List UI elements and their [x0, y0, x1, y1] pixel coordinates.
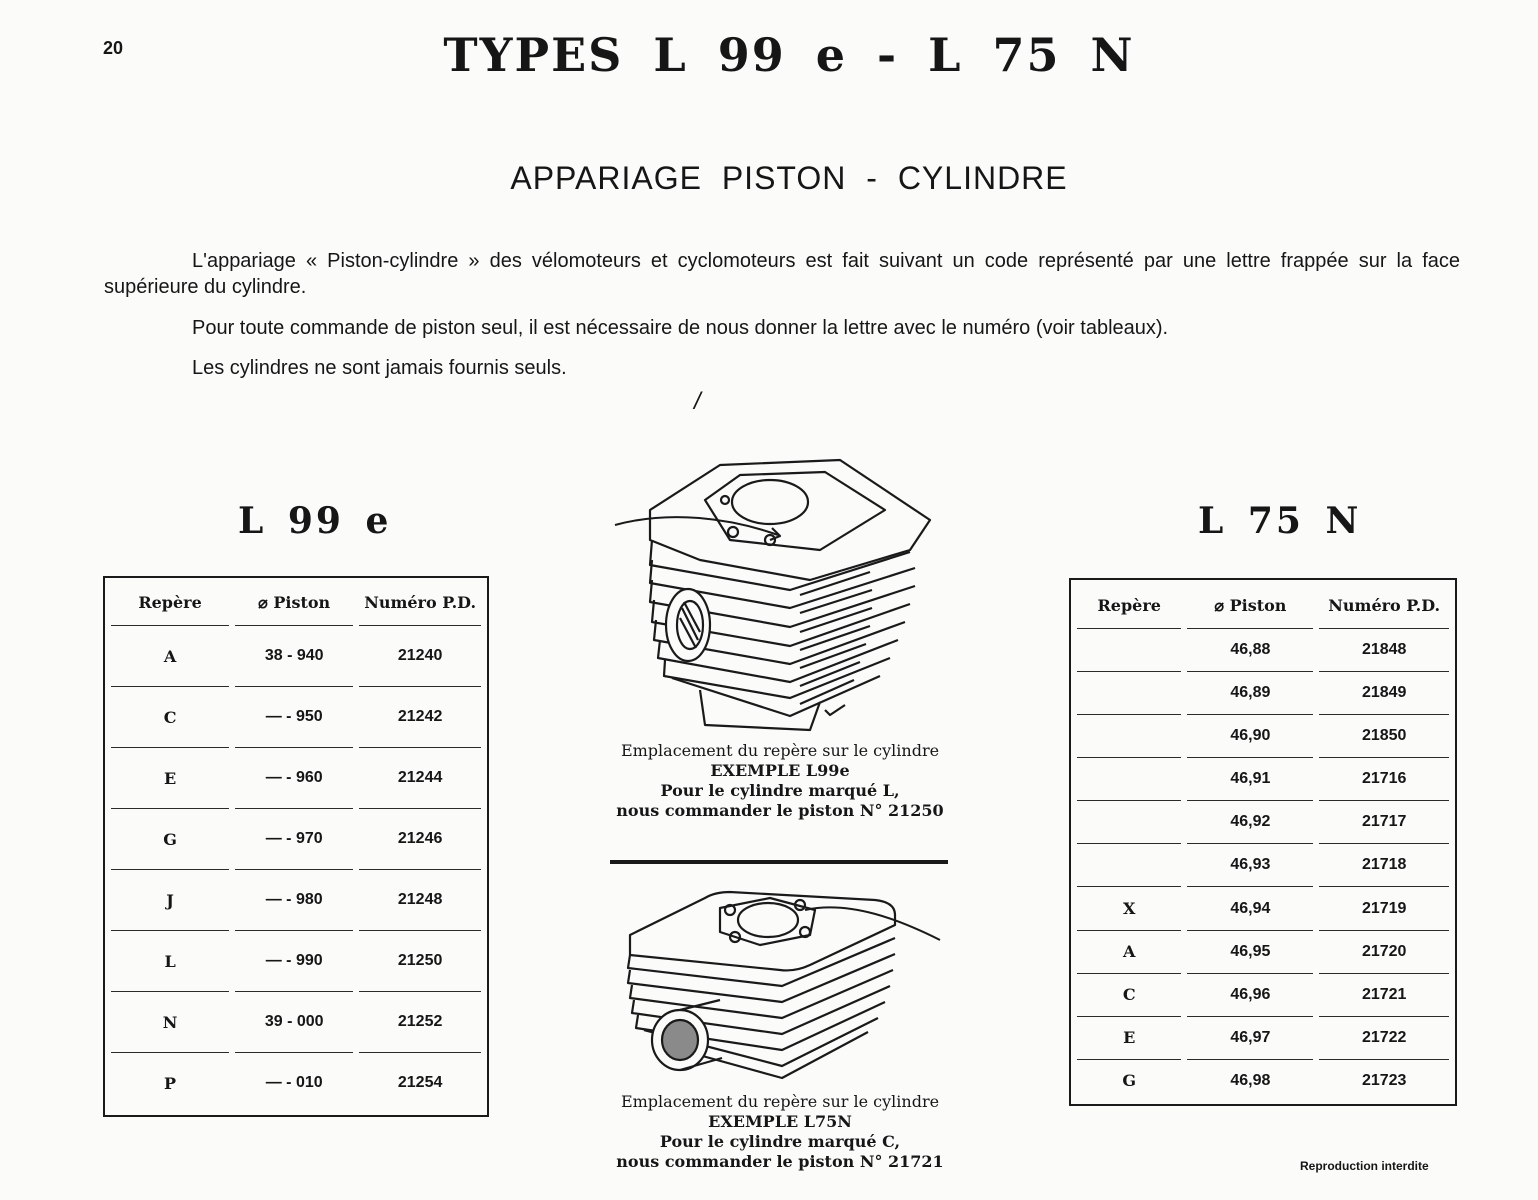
cell-numero: 21719	[1319, 887, 1449, 930]
cell-numero: 21850	[1319, 715, 1449, 758]
cell-repere	[1077, 715, 1181, 758]
cell-numero: 21248	[359, 870, 481, 931]
cell-numero: 21716	[1319, 758, 1449, 801]
cell-numero: 21252	[359, 992, 481, 1053]
cell-repere: A	[1077, 931, 1181, 974]
cell-repere: C	[1077, 974, 1181, 1017]
table-row	[111, 748, 481, 809]
cell-repere: J	[111, 870, 229, 931]
l99-caption-line3: Pour le cylindre marqué L,	[660, 781, 900, 800]
cell-numero: 21721	[1319, 974, 1449, 1017]
cell-piston: 46,92	[1187, 801, 1313, 844]
table-row	[1077, 758, 1449, 801]
section-divider	[610, 860, 948, 864]
cell-repere: A	[111, 626, 229, 687]
cell-piston: 46,98	[1230, 1071, 1271, 1089]
column-header-repere: Repère	[1077, 582, 1181, 629]
l99-caption-line2: EXEMPLE L99e	[710, 761, 850, 780]
cell-numero: 21718	[1319, 844, 1449, 887]
table-row	[1077, 974, 1449, 1017]
cell-piston: 46,90	[1187, 715, 1313, 758]
table-row	[1077, 844, 1449, 887]
cell-piston: — - 960	[235, 748, 353, 809]
cell-numero: 21720	[1319, 931, 1449, 974]
cell-piston: 39 - 000	[235, 992, 353, 1053]
l75-caption-line3: Pour le cylindre marqué C,	[659, 1132, 901, 1151]
table-row	[111, 992, 481, 1053]
page-number: 20	[103, 38, 124, 58]
table-row	[111, 1053, 481, 1113]
l99-caption	[580, 741, 980, 821]
cell-repere: E	[1077, 1017, 1181, 1060]
l99-caption-line1: Emplacement du repère sur le cylindre	[620, 741, 940, 760]
l75-table	[1069, 578, 1457, 1106]
l75-caption-line1: Emplacement du repère sur le cylindre	[620, 1092, 940, 1111]
reproduction-notice: Reproduction interdite	[1300, 1159, 1429, 1173]
table-header-row	[111, 580, 481, 626]
l75-cylinder-illustration	[610, 880, 950, 1090]
cell-repere: X	[1077, 887, 1181, 930]
table-row	[1077, 801, 1449, 844]
l75-caption-line2: EXEMPLE L75N	[708, 1112, 852, 1131]
l99-caption-line4: nous commander le piston N° 21250	[616, 801, 944, 820]
note-paragraph: Les cylindres ne sont jamais fournis seuls.	[192, 357, 567, 379]
cell-repere: G	[111, 809, 229, 870]
table-row	[111, 687, 481, 748]
cell-numero: 21250	[359, 931, 481, 992]
cell-repere	[1077, 629, 1181, 672]
cell-piston: 46,93	[1187, 844, 1313, 887]
cell-repere	[1077, 801, 1181, 844]
l75-section-title: L 75 N	[1198, 500, 1362, 542]
cell-numero: 21244	[359, 748, 481, 809]
cell-piston: — - 010	[265, 1074, 323, 1091]
table-row	[1077, 1017, 1449, 1060]
table-row	[1077, 715, 1449, 758]
table-row	[111, 931, 481, 992]
table-header-row	[1077, 582, 1449, 629]
column-header-numero: Numéro P.D.	[1319, 582, 1449, 629]
l99-section-title: L 99 e	[238, 500, 392, 542]
cell-piston: 38 - 940	[235, 626, 353, 687]
cell-piston: 46,96	[1187, 974, 1313, 1017]
column-header-piston: ⌀ Piston	[1187, 582, 1313, 629]
cell-repere: C	[111, 687, 229, 748]
cell-repere: L	[111, 931, 229, 992]
table-row	[1077, 672, 1449, 715]
column-header-piston: ⌀ Piston	[235, 580, 353, 626]
l99-cylinder-illustration	[610, 440, 950, 740]
cell-numero: 21242	[359, 687, 481, 748]
l99-table	[103, 576, 489, 1117]
table-row	[1077, 629, 1449, 672]
cell-repere	[1077, 844, 1181, 887]
cell-numero: 21717	[1319, 801, 1449, 844]
cell-piston: 46,95	[1187, 931, 1313, 974]
cell-piston: — - 980	[235, 870, 353, 931]
cell-repere: G	[1122, 1071, 1137, 1091]
cell-numero: 21848	[1319, 629, 1449, 672]
cell-numero: 21722	[1319, 1017, 1449, 1060]
cell-repere: P	[164, 1073, 177, 1093]
table-row	[111, 870, 481, 931]
cell-numero: 21723	[1361, 1071, 1407, 1089]
cell-piston: 46,89	[1187, 672, 1313, 715]
intro-paragraph: L'appariage « Piston-cylindre » des vélomoteurs et cyclomoteurs est fait suivant un code représenté par une lettre frappée sur la face supérieure du cylindre.	[104, 250, 1460, 298]
cell-repere	[1077, 758, 1181, 801]
column-header-numero: Numéro P.D.	[359, 580, 481, 626]
cell-piston: 46,88	[1187, 629, 1313, 672]
cell-numero: 21849	[1319, 672, 1449, 715]
table-row	[1077, 931, 1449, 974]
cell-repere: E	[111, 748, 229, 809]
l75-caption-line4: nous commander le piston N° 21721	[616, 1152, 944, 1171]
cell-piston: — - 970	[235, 809, 353, 870]
page-title: TYPES L 99 e - L 75 N	[443, 28, 1135, 82]
order-paragraph: Pour toute commande de piston seul, il est nécessaire de nous donner la lettre avec le numéro (voir tableaux).	[192, 317, 1169, 339]
table-row	[111, 626, 481, 687]
table-row	[1077, 1060, 1449, 1102]
cell-repere: N	[111, 992, 229, 1053]
cell-piston: 46,94	[1187, 887, 1313, 930]
cell-numero: 21240	[359, 626, 481, 687]
cell-repere	[1077, 672, 1181, 715]
cell-numero: 21254	[397, 1074, 443, 1091]
column-header-repere: Repère	[111, 580, 229, 626]
cell-piston: 46,97	[1187, 1017, 1313, 1060]
cell-piston: — - 950	[235, 687, 353, 748]
cell-piston: — - 990	[235, 931, 353, 992]
table-row	[1077, 887, 1449, 930]
l75-caption	[580, 1092, 980, 1172]
cell-piston: 46,91	[1187, 758, 1313, 801]
table-row	[111, 809, 481, 870]
page-subtitle: APPARIAGE PISTON - CYLINDRE	[510, 160, 1068, 196]
stray-mark: /	[694, 388, 701, 415]
cell-numero: 21246	[359, 809, 481, 870]
